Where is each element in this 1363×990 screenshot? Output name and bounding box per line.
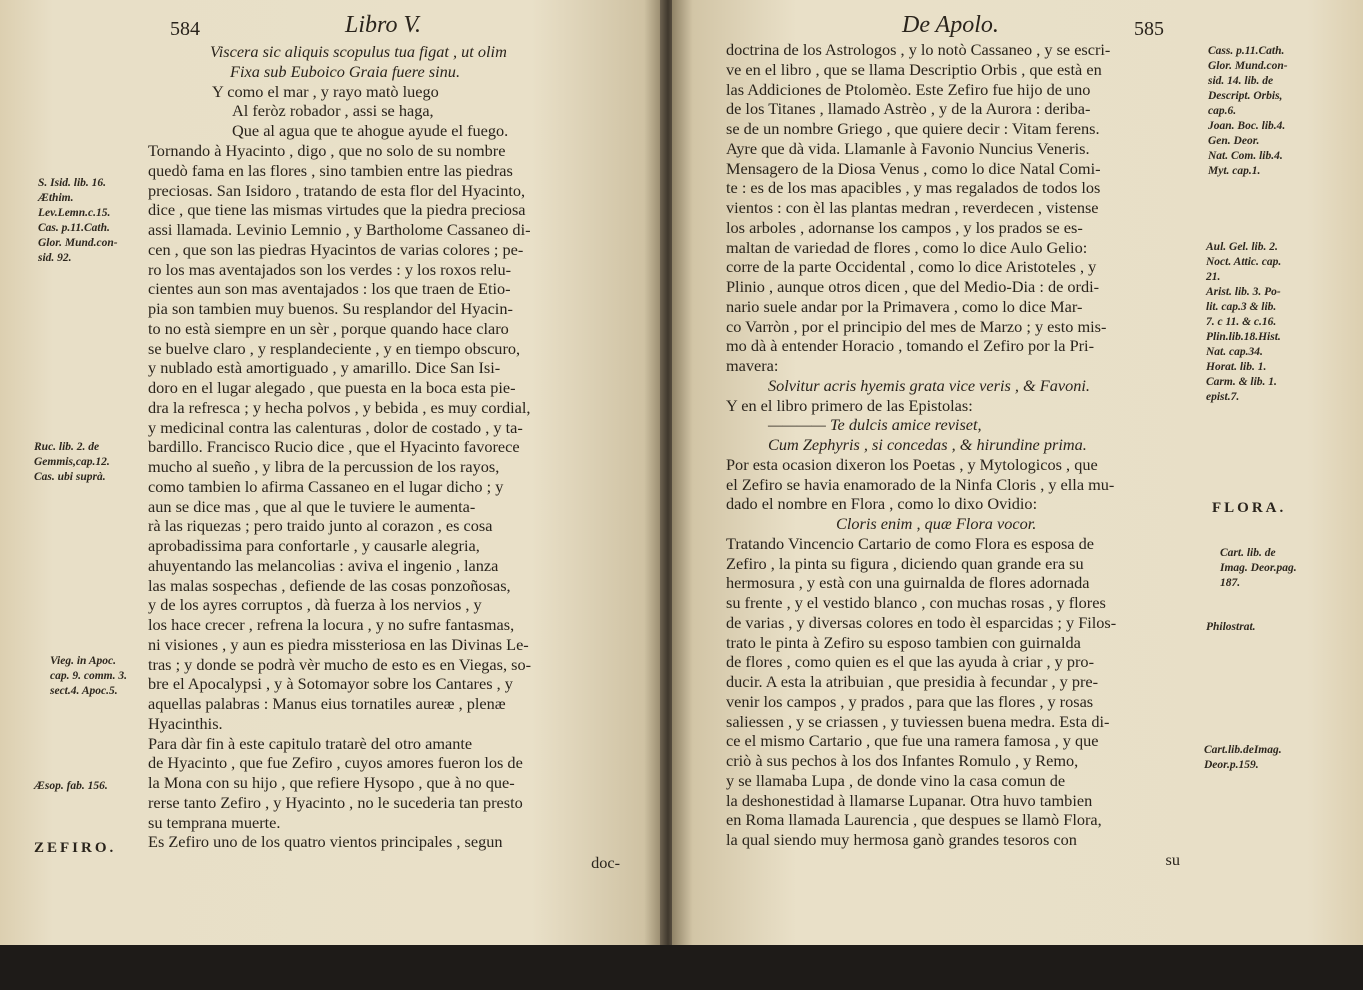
body-line: y medicinal contra las calenturas , dolor de costado , y ta- xyxy=(148,417,523,437)
body-line: criò à sus pechos à los dos Infantes Romulo , y Remo, xyxy=(726,751,1079,770)
verse-line: Que al agua que te ahogue ayude el fuego. xyxy=(232,121,509,140)
body-line: mavera: xyxy=(726,356,779,375)
catchword: doc- xyxy=(591,853,620,872)
body-line: Tratando Vincencio Cartario de como Flora es esposa de xyxy=(726,533,1094,553)
body-line: las Addiciones de Ptolomèo. Este Zefiro fue hijo de uno xyxy=(726,79,1091,99)
body-line: y nublado està amortiguado , y amarillo. Dice San Isi- xyxy=(148,358,501,378)
body-line: Mensagero de la Diosa Venus , como lo dice Natal Comi- xyxy=(726,158,1101,178)
body-line: ni visiones , y aun es piedra missteriosa en las Divinas Le- xyxy=(148,634,529,654)
body-line: rerse tanto Zefiro , y Hyacinto , no le sucederia tan presto xyxy=(148,792,523,812)
body-line: Ayre que dà vida. Llamanle à Favonio Nuncius Veneris. xyxy=(726,138,1090,158)
running-head: De Apolo. xyxy=(902,12,999,38)
body-line: te : es de los mas apacibles , y mas regalados de todos los xyxy=(726,178,1101,198)
body-line: Tornando à Hyacinto , digo , que no solo de su nombre xyxy=(148,141,506,160)
body-line: ahuyentando las melancolias : aviva el ingenio , lanza xyxy=(148,555,499,575)
body-line: ve en el libro , que se llama Descriptio Orbis , que està en xyxy=(726,59,1102,79)
side-heading: FLORA. xyxy=(1212,500,1287,516)
catchword: su xyxy=(1165,849,1180,869)
body-line: su frente , y el vestido blanco , con muchas rosas , y flores xyxy=(726,593,1106,612)
body-line: dado el nombre en Flora , como lo dixo Ovidio: xyxy=(726,494,1038,514)
margin-note: Aul. Gel. lib. 2. Noct. Attic. cap. 21. Arist. lib. 3. Po- lit. cap.3 & lib. 7. c 11. & c.16. Plin.lib.18.Hist. Nat. cap.34. Horat. lib. 1. Carm. & lib. 1. epist.7. xyxy=(1206,241,1282,403)
body-line: Es Zefiro uno de los quatro vientos principales , segun xyxy=(148,832,503,852)
body-line: aprobadissima para confortarle , y causarle alegria, xyxy=(148,536,480,555)
body-line: to no està siempre en un sèr , porque quando hace claro xyxy=(148,318,509,338)
body-line: cientes aun son mas aventajados : los que traen de Etio- xyxy=(148,279,511,299)
body-line: las malas sospechas , defiende de las cosas ponzoñosas, xyxy=(148,575,511,595)
body-line: vientos : con èl las plantas medran , reverdecen , vistense xyxy=(726,198,1099,217)
body-line: trato le pinta à Zefiro su esposo tambien con guirnalda xyxy=(726,632,1081,652)
body-line: ro los mas aventajados son los verdes : y los roxos relu- xyxy=(148,259,512,279)
body-line: co Varròn , por el principio del mes de Marzo ; y esto mis- xyxy=(726,316,1107,336)
body-line: maltan de variedad de flores , como lo dice Aulo Gelio: xyxy=(726,237,1088,257)
body-line: mo dà à entender Horacio , tomando el Zefiro por la Pri- xyxy=(726,336,1095,356)
body-line: cen , que son las piedras Hyacintos de varias colores ; pe- xyxy=(148,239,524,259)
page-number: 584 xyxy=(170,18,200,40)
body-line: venir los campos , y prados , para que las flores , y rosas xyxy=(726,691,1094,711)
body-line: Y en el libro primero de las Epistolas: xyxy=(726,395,973,415)
body-line: pia son tambien muy buenos. Su resplandor del Hyacin- xyxy=(148,299,513,318)
table-surface xyxy=(0,945,1363,990)
body-line: los hace crecer , refrena la locura , y no sufre fantasmas, xyxy=(148,615,515,634)
body-line: saliessen , y se criassen , y tuviessen buena medra. Esta di- xyxy=(726,711,1110,731)
body-line: y de los ayres corruptos , dà fuerza à los nervios , y xyxy=(148,595,482,615)
verse-line: Al feròz robador , assi se haga, xyxy=(232,101,434,121)
body-line: la qual siendo muy hermosa ganò grandes tesoros con xyxy=(726,830,1077,849)
body-line: Por esta ocasion dixeron los Poetas , y Mytologicos , que xyxy=(726,454,1098,474)
body-line: doctrina de los Astrologos , y lo notò Cassaneo , y se escri- xyxy=(726,40,1111,59)
verse-line: Y como el mar , y rayo matò luego xyxy=(212,81,439,101)
body-line: de los Titanes , llamado Astrèo , y de la Aurora : deriba- xyxy=(726,99,1091,119)
body-line: hermosura , y està con una guirnalda de flores adornada xyxy=(726,573,1090,593)
body-line: nario suele andar por la Primavera , como lo dice Mar- xyxy=(726,296,1083,316)
verse-line: Solvitur acris hyemis grata vice veris , & Favoni. xyxy=(768,375,1090,395)
body-line: corre de la parte Occidental , como lo dice Aristoteles , y xyxy=(726,257,1097,277)
body-line: dice , que tiene las mismas virtudes que la piedra preciosa xyxy=(148,200,526,220)
body-line: los arboles , adornanse los campos , y los prados se es- xyxy=(726,217,1083,237)
body-line: preciosas. San Isidoro , tratando de esta flor del Hyacinto, xyxy=(148,180,526,200)
body-line: de flores , como quien es el que las ayuda à criar , y pro- xyxy=(726,652,1094,672)
body-text xyxy=(148,141,618,852)
body-line: bardillo. Francisco Rucio dice , que el Hyacinto favorece xyxy=(148,437,520,457)
margin-note: Philostrat. xyxy=(1206,621,1256,633)
body-line: Para dàr fin à este capitulo tratarè del otro amante xyxy=(148,733,473,753)
body-line: Hyacinthis. xyxy=(148,713,223,733)
verse-line: ———— Te dulcis amice reviset, xyxy=(768,415,982,435)
verse-line: Cum Zephyris , si concedas , & hirundine prima. xyxy=(768,435,1087,454)
verse-line: Viscera sic aliquis scopulus tua figat , ut olim xyxy=(210,42,507,61)
margin-note: Cass. p.11.Cath. Glor. Mund.con- sid. 14. lib. de Descript. Orbis, cap.6. Joan. Boc. lib.4. Gen. Deor. Nat. Com. lib.4. Myt. cap.1. xyxy=(1208,45,1288,177)
margin-note: S. Isid. lib. 16. Æthim. Lev.Lemn.c.15. Cas. p.11.Cath. Glor. Mund.con- sid. 92. xyxy=(38,177,118,264)
body-line: y se llamaba Lupa , de donde vino la casa comun de xyxy=(726,770,1066,790)
body-line: ce el mismo Cartario , que fue una ramera famosa , y que xyxy=(726,731,1099,751)
body-line: el Zefiro se havia enamorado de la Ninfa Cloris , y ella mu- xyxy=(726,474,1115,494)
body-line: mucho al sueño , y libra de la percussion de los rayos, xyxy=(148,457,500,476)
body-line: assi llamada. Levinio Lemnio , y Bartholome Cassaneo di- xyxy=(148,220,531,239)
body-line: la Mona con su hijo , que refiere Hysopo , que à no que- xyxy=(148,773,515,792)
margin-note: Vieg. in Apoc. cap. 9. comm. 3. sect.4. Apoc.5. xyxy=(50,655,127,697)
body-line: quedò fama en las flores , sino tambien entre las piedras xyxy=(148,160,513,180)
body-line: doro en el lugar alegado , que puesta en la boca esta pie- xyxy=(148,378,516,397)
margin-note: Ruc. lib. 2. de Gemmis,cap.12. Cas. ubi suprà. xyxy=(34,441,110,483)
verse-line: Fixa sub Euboico Graia fuere sinu. xyxy=(230,61,461,81)
page-number: 585 xyxy=(1134,18,1164,40)
verse-line: Cloris enim , quæ Flora vocor. xyxy=(836,514,1037,533)
body-line: de varias , y diversas colores en todo èl esparcidas ; y Filos- xyxy=(726,612,1117,632)
left-page xyxy=(0,0,664,950)
body-line: ducir. A esta la atribuian , que presidia à fecundar , y pre- xyxy=(726,672,1099,691)
body-line: dra la refresca ; y hecha polvos , y bebida , es muy cordial, xyxy=(148,397,531,417)
body-line: aun se dice mas , que al que le tuviere le aumenta- xyxy=(148,496,476,516)
body-line: la deshonestidad à llamarse Lupanar. Otra huvo tambien xyxy=(726,790,1093,810)
body-text xyxy=(726,40,1190,870)
margin-note: Cart. lib. de Imag. Deor.pag. 187. xyxy=(1220,547,1297,589)
body-line: Plinio , aunque otros dicen , que del Medio-Dia : de ordi- xyxy=(726,277,1100,296)
margin-note: Æsop. fab. 156. xyxy=(34,780,108,792)
body-line: en Roma llamada Laurencia , que despues se llamò Flora, xyxy=(726,810,1102,830)
body-line: Zefiro , la pinta su figura , diciendo quan grande era su xyxy=(726,553,1084,573)
body-line: su temprana muerte. xyxy=(148,812,281,832)
body-line: bre el Apocalypsi , y à Sotomayor sobre los Cantares , y xyxy=(148,674,513,694)
body-line: aquellas palabras : Manus eius tornatiles aureæ , plenæ xyxy=(148,694,506,713)
body-line: se buelve claro , y resplandeciente , y en tiempo obscuro, xyxy=(148,338,521,358)
margin-note: Cart.lib.deImag. Deor.p.159. xyxy=(1204,744,1282,771)
verse-block xyxy=(148,42,618,141)
side-heading: ZEFIRO. xyxy=(34,840,117,856)
body-line: se de un nombre Griego , que quiere decir : Vitam ferens. xyxy=(726,119,1100,138)
right-page xyxy=(672,0,1363,950)
body-line: rà las riquezas ; pero traido junto al corazon , es cosa xyxy=(148,516,493,536)
body-line: como tambien lo afirma Cassaneo en el lugar dicho ; y xyxy=(148,476,504,496)
running-head: Libro V. xyxy=(345,12,422,38)
body-line: de Hyacinto , que fue Zefiro , cuyos amores fueron los de xyxy=(148,753,523,773)
body-line: tras ; y donde se podrà vèr mucho de esto es en Viegas, so- xyxy=(148,654,532,674)
